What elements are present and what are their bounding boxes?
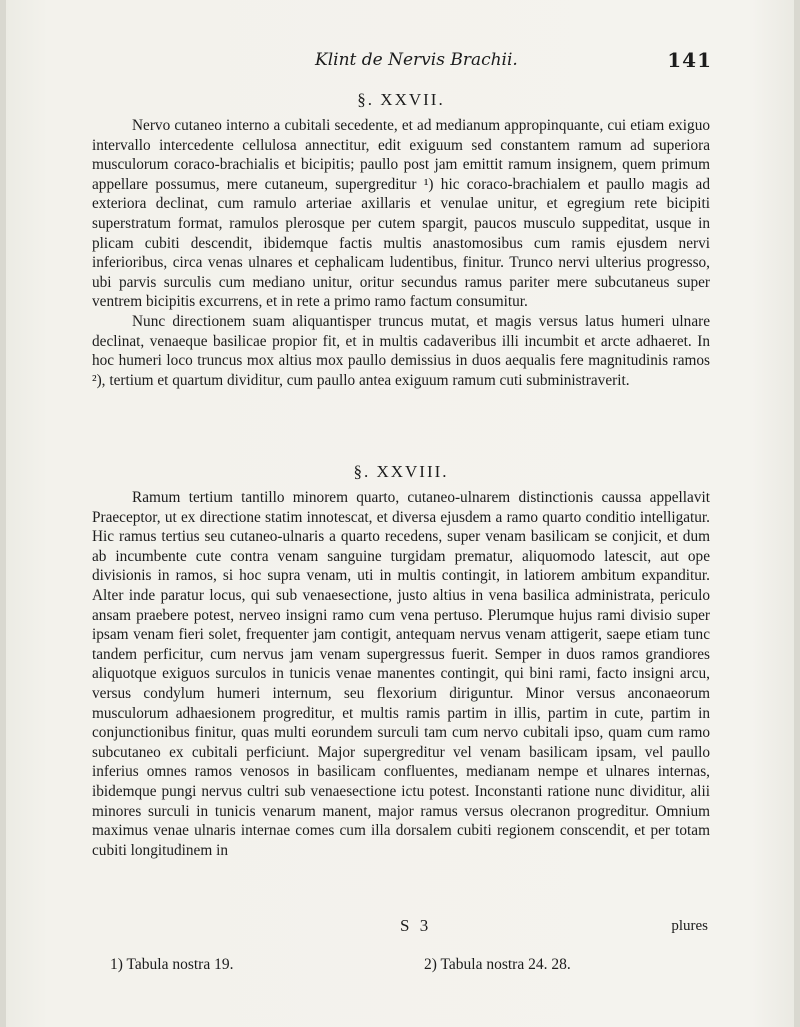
paragraph: Nunc directionem suam aliquantisper truncus mutat, et magis versus latus humeri ulnare declinat, venaeque basilicae propior fit, et in multis cadaveribus illi incumbit et arcte adhaeret. In hoc humeri loco truncus mox altius mox paullo demissius in duos aequalis fere magnitudinis ramos ²), tertium et quartum dividitur, cum paullo antea exiguum ramum cuti subministraverit. <box>92 312 710 389</box>
paragraph: Nervo cutaneo interno a cubitali secedente, et ad medianum appropinquante, cui etiam exiguo intervallo intercedente cellulosa annectitur, edit exiguum sed constantem ramum ad superiora musculorum coraco-brachialis et bicipitis; paullo post jam emittit ramum insignem, quem primum appellare possumus, mere cutaneum, supergreditur ¹) hic coraco-brachialem et paullo magis ad exteriora declinat, cum ramulo arteriae axillaris et venulae unitur, et egregium rete bicipiti superstratum format, ramulos plerosque per cutem spargit, paucos musculo suppeditat, usque in plicam cubiti descendit, ibidemque factis multis anastomosibus cum ramis ejusdem nervi inferioribus, circa venas ulnares et cephalicam ludentibus, finitur. Trunco nervi ulterius progresso, ubi parvis surculis cum mediano unitur, oritur secundus ramus pariter mere subcutaneus super ventrem bicipitis excurrens, et in rete a primo ramo factum consumitur. <box>92 117 710 311</box>
page-number: 141 <box>667 48 712 72</box>
page-edge-right <box>794 0 800 1027</box>
section-title-xxvii: §. XXVII. <box>357 90 445 109</box>
paragraph: Ramum tertium tantillo minorem quarto, cutaneo-ulnarem distinctionis caussa appellavit Praeceptor, ut ex directione statim innotescat, et diversa ejusdem a ramo quarto conditio intelligatur. Hic ramus tertius seu cutaneo-ulnaris a quarto recedens, super venam basilicam se conjicit, et dum ab incumbente cute contra venam sanguine turgidam prematur, aliquomodo latescit, aut ope divisionis in ramos, si hoc supra venam, uti in multis contingit, in latiorem ambitum expanditur. Alter inde paratur locus, qui sub venaesectione, justo altius in vena basilica administrata, periculo ansam praebere potest, nerveo insigni ramo cum vena pertuso. Plerumque hujus rami divisio super ipsam venam fieri solet, frequenter jam contigit, antequam nervus venam attigerit, saepe etiam tunc tandem perficitur, cum nervus jam venam supergressus fuerit. Semper in duos ramos grandiores aliquotque exiguos surculos in tunicis venae manentes contingit, qui bini rami, facto insigni arcu, versus condylum humeri internum, seu flexorium diriguntur. Minor versus anconaeorum musculorum adhaesionem progreditur, et multis ramis partim in illis, partim in cute, partim in conjunctionibus finitur, quas multi eorundem surculi tam cum nervo cubitali ipso, quam cum ramo subcutaneo ex cubitali perficiunt. Major supergreditur vel venam basilicam ipsam, vel paullo inferius omnes ramos venosos in basilicam confluentes, medianam nempe et ulnares internas, ibidemque pungi nervus cultri sub venaesectione ictu potest. Inconstanti ratione nunc dividitur, alii minores surculi in tunicis venarum manent, major ramus versus olecranon progreditur. Omnium maximus venae ulnaris internae comes cum illa dorsalem cubiti regionem conscendit, et per totam cubiti longitudinem in <box>92 489 710 859</box>
section-xxviii-body <box>92 488 710 860</box>
printer-signature: S 3 <box>400 916 432 935</box>
footnote-2: 2) Tabula nostra 24. 28. <box>424 956 571 973</box>
running-title: Klint de Nervis Brachii. <box>315 50 518 70</box>
catchword: plures <box>671 918 708 934</box>
footnotes <box>110 956 680 980</box>
page-edge-left <box>0 0 6 1027</box>
section-xxvii-body <box>92 116 710 390</box>
footnote-1: 1) Tabula nostra 19. <box>110 956 234 973</box>
section-title-xxviii: §. XXVIII. <box>353 462 449 481</box>
page-header <box>130 46 712 74</box>
